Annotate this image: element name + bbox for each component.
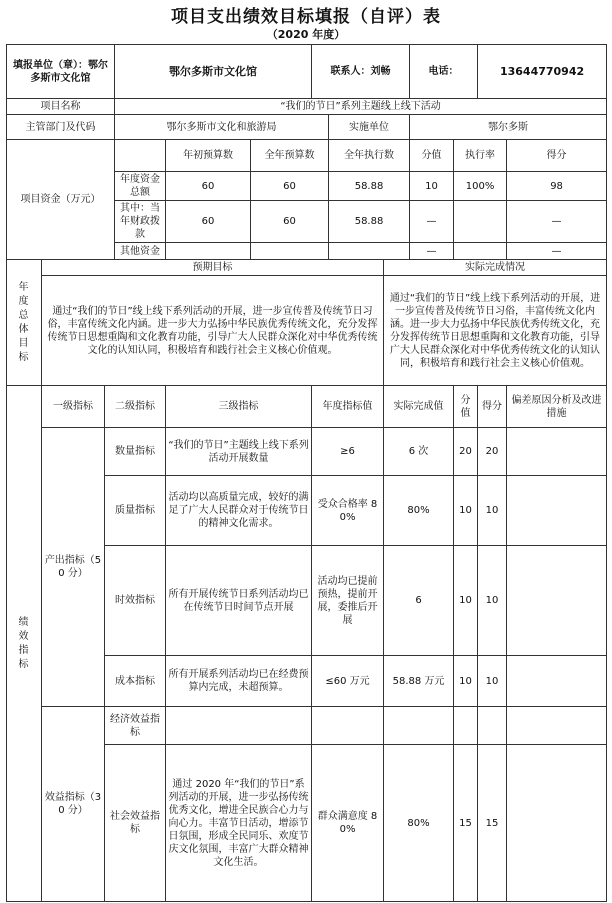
indicator-row	[7, 428, 607, 476]
h-reason: 偏差原因分析及改进措施	[507, 386, 607, 428]
indicator-target	[312, 707, 384, 745]
indicator-row	[7, 707, 607, 745]
indicator-l2: 数量指标	[105, 428, 166, 476]
indicator-reason	[507, 656, 607, 707]
department-row	[7, 115, 607, 140]
indicator-actual: 58.88 万元	[384, 656, 454, 707]
funds-row-rate	[454, 243, 507, 260]
indicator-l2: 成本指标	[105, 656, 166, 707]
funds-col-exec: 全年执行数	[329, 140, 410, 172]
actual-text: 通过“我们的节日”线上线下系列活动的开展，进一步宣传普及传统节日习俗，丰富传统文化内涵。进一步大力弘扬中华民族优秀传统文化，充分发挥传统节日思想重陶和文化教育功能，引导广大人民群众深化对中华优秀传统文化的认知认同，积极培育和践行社会主义核心价值观。	[384, 276, 607, 386]
project-name-value: “我们的节日”系列主题线上线下活动	[115, 99, 607, 115]
indicator-got: 10	[478, 476, 507, 546]
implementer-value: 鄂尔多斯	[410, 115, 607, 140]
indicator-target: 活动均已提前预热，提前开展，委推后开展	[312, 546, 384, 656]
indicator-l2: 时效指标	[105, 546, 166, 656]
evaluation-table	[6, 44, 607, 902]
funds-label: 项目资金（万元）	[7, 140, 115, 260]
funds-row-name: 年度资金总额	[115, 172, 166, 201]
indicator-actual: 80%	[384, 476, 454, 546]
indicator-score: 10	[454, 656, 478, 707]
h-level2: 二级指标	[105, 386, 166, 428]
h-score: 分值	[454, 386, 478, 428]
planned-text: 通过“我们的节日”线上线下系列活动的开展，进一步宣传普及传统节日习俗，丰富传统文化内涵。进一步大力弘扬中华民族优秀传统文化，充分发挥传统节日思想重陶和文化教育功能，引导广大人民群众深化对中华优秀传统文化的认知认同，积极培育和践行社会主义核心价值观。	[42, 276, 384, 386]
funds-col-rate: 执行率	[454, 140, 507, 172]
indicator-actual	[384, 707, 454, 745]
indicator-score: 10	[454, 476, 478, 546]
filler-label: 填报单位（章）：鄂尔多斯市文化馆	[7, 45, 115, 99]
funds-header-row	[7, 140, 607, 172]
indicator-got: 10	[478, 546, 507, 656]
funds-row-annual: 60	[251, 201, 329, 243]
funds-row-score: 10	[410, 172, 454, 201]
overall-header-row	[7, 260, 607, 276]
indicator-score	[454, 707, 478, 745]
indicator-reason	[507, 476, 607, 546]
header-row	[7, 45, 607, 99]
funds-col-initial: 年初预算数	[166, 140, 251, 172]
department-value: 鄂尔多斯市文化和旅游局	[115, 115, 329, 140]
implementer-label: 实施单位	[329, 115, 410, 140]
funds-col-score: 分值	[410, 140, 454, 172]
indicator-actual: 6 次	[384, 428, 454, 476]
funds-row-initial	[166, 243, 251, 260]
h-target: 年度指标值	[312, 386, 384, 428]
phone-label: 电话：	[410, 45, 478, 99]
h-actual: 实际完成值	[384, 386, 454, 428]
indicator-l3: 通过 2020 年“我们的节日”系列活动的开展，进一步弘扬传统优秀文化，增进全民族合心力与向心力。丰富节日活动，增添节日氛围，形成全民同乐、欢度节庆文化氛围，丰富广大群众精神文化生活。	[166, 745, 312, 902]
overall-label: 年度总体目标	[7, 260, 42, 386]
form-year: （2020 年度）	[266, 28, 346, 41]
indicator-header-row	[7, 386, 607, 428]
funds-row-name: 其中：当年财政拨款	[115, 201, 166, 243]
h-level1: 一级指标	[42, 386, 105, 428]
planned-label: 预期目标	[42, 260, 384, 276]
funds-col-annual: 全年预算数	[251, 140, 329, 172]
indicator-score: 15	[454, 745, 478, 902]
indicator-score: 20	[454, 428, 478, 476]
funds-row-got: —	[507, 243, 607, 260]
indicator-l3: “我们的节日”主题线上线下系列活动开展数量	[166, 428, 312, 476]
output-label: 产出指标（50 分）	[42, 428, 105, 707]
funds-row-name: 其他资金	[115, 243, 166, 260]
indicators-section-label: 绩效指标	[7, 386, 42, 902]
indicator-got: 15	[478, 745, 507, 902]
department-label: 主管部门及代码	[7, 115, 115, 140]
project-name-label: 项目名称	[7, 99, 115, 115]
funds-row-rate	[454, 201, 507, 243]
funds-row-got: 98	[507, 172, 607, 201]
indicator-reason	[507, 546, 607, 656]
indicator-l2: 经济效益指标	[105, 707, 166, 745]
project-name-row	[7, 99, 607, 115]
phone-value: 13644770942	[478, 45, 607, 99]
funds-row-initial: 60	[166, 201, 251, 243]
funds-row-score: —	[410, 201, 454, 243]
indicator-target: ≤60 万元	[312, 656, 384, 707]
form-title: 项目支出绩效目标填报（自评）表	[171, 7, 441, 27]
funds-corner	[115, 140, 166, 172]
indicator-reason	[507, 707, 607, 745]
indicator-l3: 活动均以高质量完成，较好的满足了广大人民群众对于传统节日的精神文化需求。	[166, 476, 312, 546]
h-got: 得分	[478, 386, 507, 428]
indicator-target: ≥6	[312, 428, 384, 476]
indicator-reason	[507, 428, 607, 476]
indicator-target: 受众合格率 80%	[312, 476, 384, 546]
overall-text-row	[7, 276, 607, 386]
indicator-target: 群众满意度 80%	[312, 745, 384, 902]
filler-value: 鄂尔多斯市文化馆	[115, 45, 312, 99]
contact-label: 联系人：刘畅	[312, 45, 410, 99]
indicator-got	[478, 707, 507, 745]
indicator-got: 20	[478, 428, 507, 476]
indicator-got: 10	[478, 656, 507, 707]
indicator-l2: 社会效益指标	[105, 745, 166, 902]
indicator-l2: 质量指标	[105, 476, 166, 546]
indicator-score: 10	[454, 546, 478, 656]
indicator-l3: 所有开展系列活动均已在经费预算内完成，未超预算。	[166, 656, 312, 707]
funds-row-annual: 60	[251, 172, 329, 201]
funds-row-initial: 60	[166, 172, 251, 201]
funds-row-got: —	[507, 201, 607, 243]
indicator-actual: 6	[384, 546, 454, 656]
funds-row-rate: 100%	[454, 172, 507, 201]
funds-row-score: —	[410, 243, 454, 260]
funds-col-got: 得分	[507, 140, 607, 172]
funds-row-exec: 58.88	[329, 172, 410, 201]
funds-row-annual	[251, 243, 329, 260]
benefit-label: 效益指标（30 分）	[42, 707, 105, 902]
indicator-actual: 80%	[384, 745, 454, 902]
actual-label: 实际完成情况	[384, 260, 607, 276]
indicator-l3: 所有开展传统节日系列活动均已在传统节日时间节点开展	[166, 546, 312, 656]
funds-row-exec	[329, 243, 410, 260]
indicator-l3	[166, 707, 312, 745]
funds-row-exec: 58.88	[329, 201, 410, 243]
indicator-reason	[507, 745, 607, 902]
h-level3: 三级指标	[166, 386, 312, 428]
